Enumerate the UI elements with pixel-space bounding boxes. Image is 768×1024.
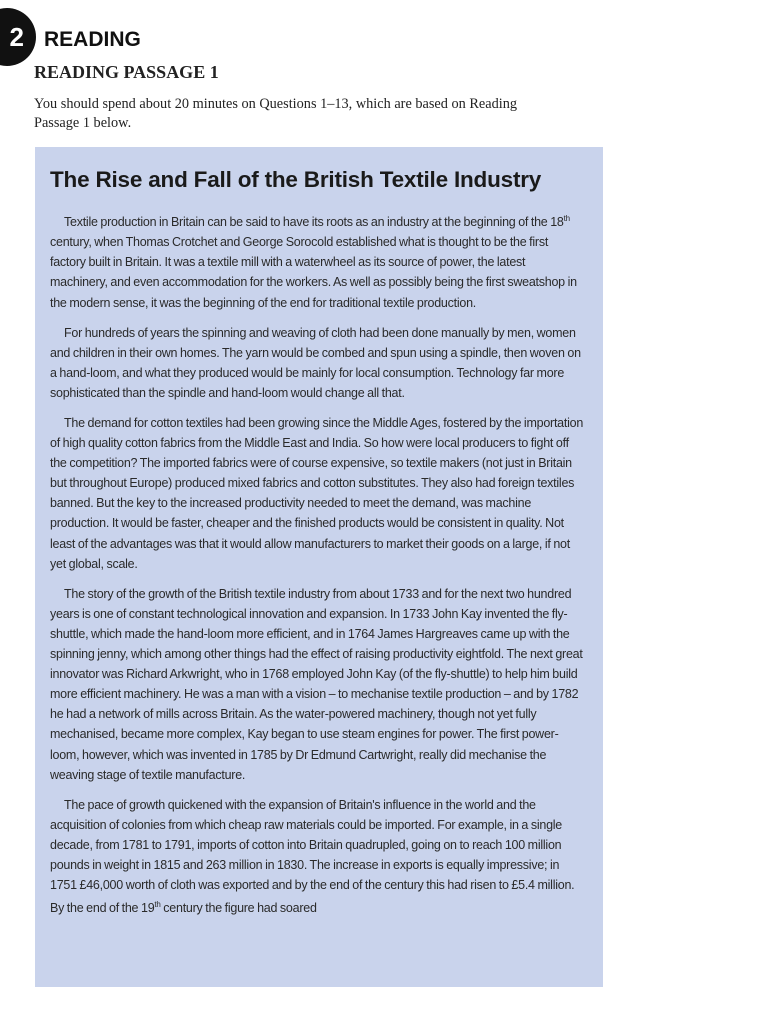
passage-paragraph-5: The pace of growth quickened with the expansion of Britain's influence in the world and the acquisition of colonies from which cheap raw materials could be imported. For example, in a single decade, from 1781 to 1791, imports of cotton into Britain quadrupled, going on to reach 100 million pounds in weight in 1815 and 263 million in 1830. The increase in exports is equally impressive; in 1751 £46,000 worth of cloth was exported and by the end of the century this had risen to £5.4 million. By the end of the 19th century the figure had soared xyxy=(50,797,575,916)
passage-paragraph-3: The demand for cotton textiles had been growing since the Middle Ages, fostered by the importation of high quality cotton fabrics from the Middle East and India. So how were local producers to fight off the competition? The imported fabrics were of course expensive, so textile makers (not just in Britain but throughout Europe) produced mixed fabrics and cotton substitutes. They also had foreign textiles banned. But the key to the increased productivity needed to meet the demand, was machine production. It would be faster, cheaper and the finished products would be consistent in quality. Not least of the advantages was that it would allow manufacturers to market their goods on a large, if not yet global, scale. xyxy=(50,416,584,571)
instructions: You should spend about 20 minutes on Questions 1–13, which are based on Reading Passage 1 below. xyxy=(34,96,518,131)
passage-box xyxy=(35,147,603,987)
section-number-badge xyxy=(0,8,36,66)
section-title: READING xyxy=(44,28,141,51)
passage-paragraph-2: For hundreds of years the spinning and weaving of cloth had been done manually by men, women and children in their own homes. The yarn would be combed and spun using a spindle, then woven on a hand-loom, and what they produced would be mainly for local consumption. Technology far more sophisticated than the spindle and hand-loom would change all that. xyxy=(50,325,581,400)
passage-title: The Rise and Fall of the British Textile Industry xyxy=(50,167,542,192)
passage-paragraph-4: The story of the growth of the British textile industry from about 1733 and for the next two hundred years is one of constant technological innovation and expansion. In 1733 John Kay invented the fly-shuttle, which made the hand-loom more efficient, and in 1764 James Hargreaves came up with the spinning jenny, which among other things had the effect of raising productivity eightfold. The next great innovator was Richard Arkwright, who in 1768 employed John Kay (of the fly-shuttle) to help him build more efficient machinery. He was a man with a vision – to mechanise textile production – and by 1782 he had a network of mills across Britain. As the water-powered machinery, though not yet fully mechanised, became more complex, Kay began to use steam engines for power. The first power-loom, however, which was invented in 1785 by Dr Edmund Cartwright, really did mechanise the weaving stage of textile manufacture. xyxy=(50,586,583,782)
passage-label: READING PASSAGE 1 xyxy=(34,62,219,82)
section-number: 2 xyxy=(9,21,24,52)
passage-paragraph-1: Textile production in Britain can be said to have its roots as an industry at the beginning of the 18th century, when Thomas Crotchet and George Sorocold established what is thought to be the first factory built in Britain. It was a textile mill with a waterwheel as its source of power, the latest machinery, and even accommodation for the workers. As well as possibly being the first sweatshop in the modern sense, it was the beginning of the end for traditional textile production. xyxy=(50,214,577,310)
